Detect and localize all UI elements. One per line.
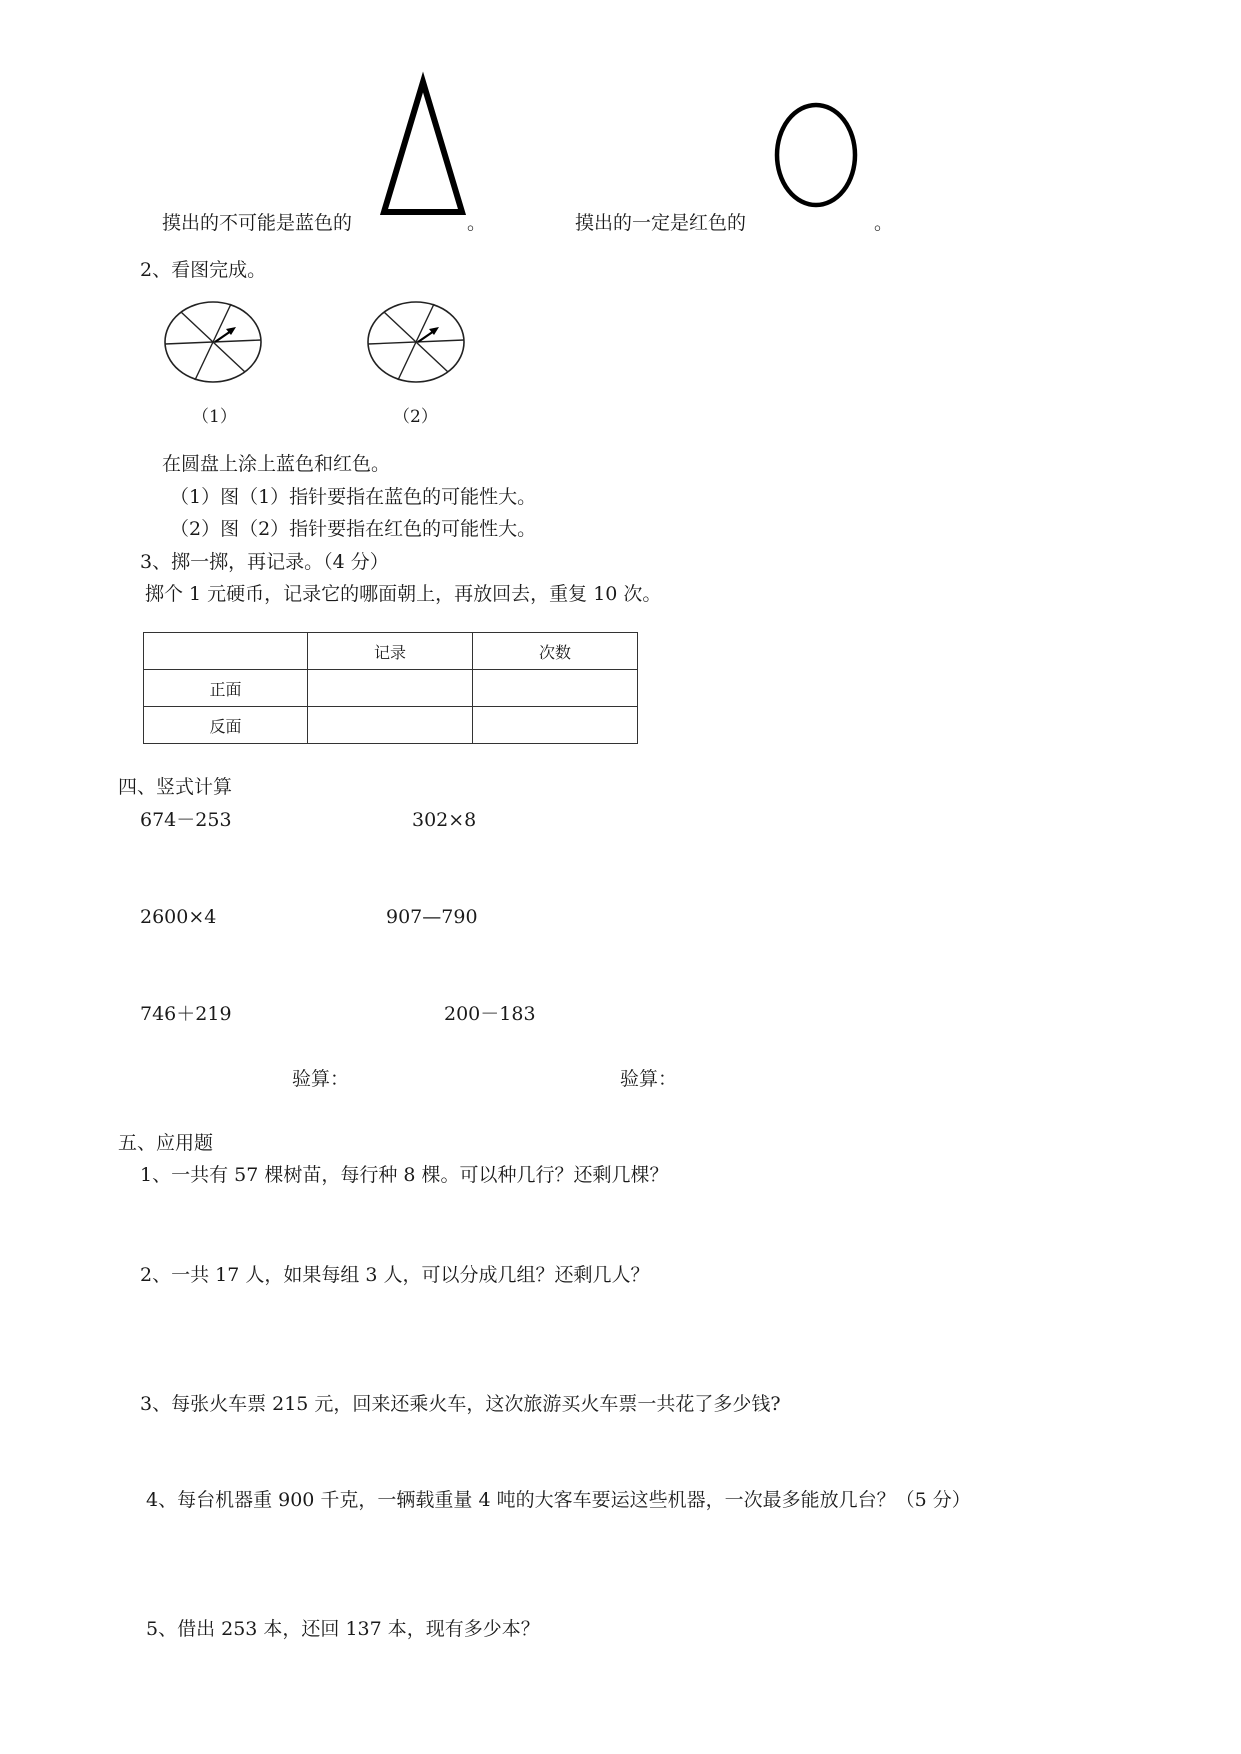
check-label: 验算： [292,1068,350,1090]
table-cell[interactable] [473,670,638,707]
word-problem: 1、一共有 57 棵树苗，每行种 8 棵。可以种几行？还剩几棵？ [140,1164,669,1186]
table-row [144,670,638,707]
word-problem: 3、每张火车票 215 元，回来还乘火车，这次旅游买火车票一共花了多少钱? [140,1393,781,1415]
table-cell[interactable] [308,670,473,707]
table-header-cell [144,633,308,670]
q3-title: 3、掷一掷，再记录。（4 分） [140,551,389,573]
q3-desc: 掷个 1 元硬币，记录它的哪面朝上，再放回去，重复 10 次。 [145,583,662,605]
calc-problem: 674－253 [140,809,232,831]
section5-title: 五、应用题 [118,1132,214,1154]
section4-title: 四、竖式计算 [118,776,233,798]
oval-shape [772,100,860,210]
table-cell[interactable] [473,707,638,744]
calc-problem: 746＋219 [140,1003,232,1025]
q2-title: 2、看图完成。 [140,259,267,281]
triangle-sentence: 摸出的不可能是蓝色的 [162,212,353,234]
circle-sentence: 摸出的一定是红色的 [575,212,747,234]
disk1-label: （1） [192,407,237,427]
calc-problem: 302×8 [412,809,477,831]
table-cell[interactable] [308,707,473,744]
calc-problem: 907—790 [386,906,478,928]
check-label: 验算： [620,1068,678,1090]
word-problem: 2、一共 17 人，如果每组 3 人，可以分成几组？还剩几人？ [140,1264,650,1286]
q2-sub1: （1）图（1）指针要指在蓝色的可能性大。 [170,486,537,508]
table-row-label: 正面 [144,670,308,707]
q2-sub2: （2）图（2）指针要指在红色的可能性大。 [170,518,537,540]
record-table [143,632,638,744]
spinner-disk-1 [163,300,263,384]
disk2-label: （2） [393,407,438,427]
table-header-cell: 记录 [308,633,473,670]
word-problem: 4、每台机器重 900 千克，一辆载重量 4 吨的大客车要运这些机器，一次最多能放几台？（5 分） [146,1489,971,1511]
word-problem: 5、借出 253 本，还回 137 本，现有多少本？ [146,1618,540,1640]
table-row [144,707,638,744]
table-header-row [144,633,638,670]
triangle-shape [380,78,466,216]
calc-problem: 200－183 [444,1003,536,1025]
table-header-cell: 次数 [473,633,638,670]
table-row-label: 反面 [144,707,308,744]
triangle-sentence-period: 。 [467,212,487,234]
calc-problem: 2600×4 [140,906,217,928]
spinner-disk-2 [366,300,466,384]
circle-sentence-period: 。 [874,212,894,234]
q2-instruction: 在圆盘上涂上蓝色和红色。 [162,453,391,475]
